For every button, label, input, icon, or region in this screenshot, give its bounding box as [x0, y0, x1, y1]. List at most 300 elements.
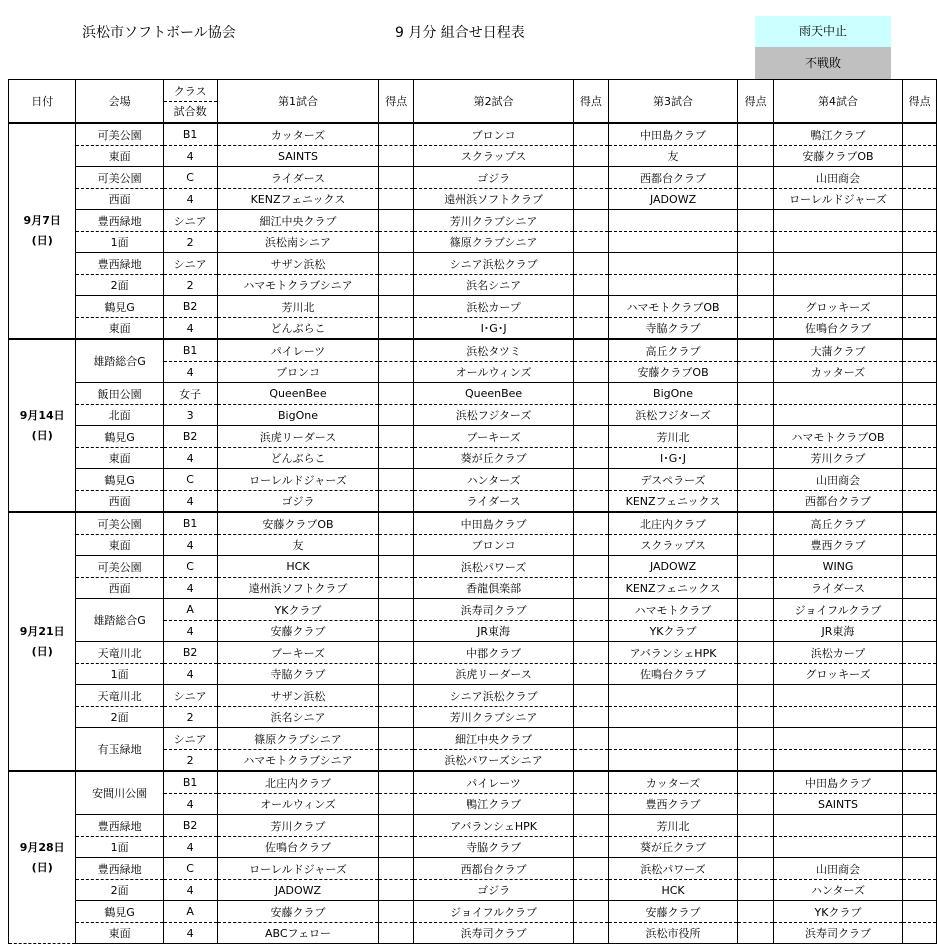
- score-cell: [903, 901, 937, 923]
- col-game2: 第2試合: [414, 80, 574, 124]
- venue-name: 安間川公園: [76, 771, 163, 815]
- team-cell: パイレーツ: [217, 339, 379, 362]
- score-cell: [738, 253, 773, 275]
- table-row: [9, 189, 937, 210]
- schedule-table: [8, 79, 937, 944]
- team-cell: 北庄内クラブ: [217, 771, 379, 794]
- score-cell: [738, 318, 773, 340]
- score-cell: [903, 405, 937, 426]
- table-row: [9, 275, 937, 296]
- score-cell: [738, 556, 773, 578]
- score-cell: [903, 685, 937, 707]
- score-cell: [574, 707, 609, 728]
- team-cell: BigOne: [608, 383, 738, 405]
- score-cell: [574, 685, 609, 707]
- table-row: [9, 642, 937, 664]
- table-row: [9, 383, 937, 405]
- class-cell: B1: [163, 771, 217, 794]
- team-cell: 浜松タツミ: [414, 339, 574, 362]
- table-row: [9, 146, 937, 167]
- team-cell: カッターズ: [608, 771, 738, 794]
- score-cell: [903, 146, 937, 167]
- score-cell: [738, 685, 773, 707]
- venue-name: 雄踏総合G: [76, 339, 163, 383]
- team-cell: ローレルドジャーズ: [773, 189, 902, 210]
- team-cell: 浜虎リーダース: [414, 664, 574, 685]
- venue-court: 西面: [76, 578, 163, 599]
- team-cell: ゴジラ: [414, 880, 574, 901]
- team-cell: [608, 210, 738, 232]
- team-cell: [773, 685, 902, 707]
- score-cell: [738, 383, 773, 405]
- score-cell: [903, 275, 937, 296]
- table-row: [9, 880, 937, 901]
- team-cell: 浜寿司クラブ: [414, 599, 574, 621]
- table-row: [9, 578, 937, 599]
- score-cell: [903, 556, 937, 578]
- team-cell: 芳川北: [217, 296, 379, 318]
- score-cell: [738, 621, 773, 642]
- score-cell: [738, 535, 773, 556]
- count-cell: 4: [163, 448, 217, 469]
- team-cell: ハマモトクラブ: [608, 599, 738, 621]
- team-cell: アバランシェHPK: [608, 642, 738, 664]
- score-cell: [738, 232, 773, 253]
- table-row: [9, 599, 937, 621]
- score-cell: [738, 858, 773, 880]
- score-cell: [379, 512, 414, 535]
- team-cell: 浜松パワーズシニア: [414, 750, 574, 772]
- score-cell: [903, 189, 937, 210]
- team-cell: 安藤クラブOB: [773, 146, 902, 167]
- team-cell: 芳川クラブシニア: [414, 707, 574, 728]
- team-cell: YKクラブ: [773, 901, 902, 923]
- team-cell: 西都台クラブ: [608, 167, 738, 189]
- score-cell: [379, 880, 414, 901]
- score-cell: [379, 707, 414, 728]
- venue-court: 東面: [76, 318, 163, 340]
- team-cell: [773, 210, 902, 232]
- team-cell: ハマモトクラブOB: [608, 296, 738, 318]
- team-cell: 中郡クラブ: [414, 642, 574, 664]
- count-cell: 3: [163, 405, 217, 426]
- class-cell: B1: [163, 123, 217, 146]
- score-cell: [379, 728, 414, 750]
- date-cell: [9, 339, 76, 512]
- score-cell: [903, 167, 937, 189]
- score-cell: [738, 189, 773, 210]
- score-cell: [574, 362, 609, 383]
- table-row: [9, 296, 937, 318]
- team-cell: 安藤クラブ: [608, 901, 738, 923]
- team-cell: I･G･J: [414, 318, 574, 340]
- count-cell: 4: [163, 837, 217, 858]
- class-cell: B1: [163, 512, 217, 535]
- score-cell: [903, 599, 937, 621]
- score-cell: [379, 275, 414, 296]
- class-cell: シニア: [163, 210, 217, 232]
- team-cell: 寺脇クラブ: [217, 664, 379, 685]
- table-row: [9, 232, 937, 253]
- team-cell: パイレーツ: [414, 771, 574, 794]
- team-cell: JR東海: [773, 621, 902, 642]
- team-cell: グロッキーズ: [773, 664, 902, 685]
- venue-court: 1面: [76, 837, 163, 858]
- team-cell: どんぶらこ: [217, 448, 379, 469]
- table-row: [9, 664, 937, 685]
- weekday-label: (日): [31, 860, 53, 874]
- team-cell: 佐鳴台クラブ: [608, 664, 738, 685]
- score-cell: [903, 383, 937, 405]
- team-cell: 細江中央クラブ: [217, 210, 379, 232]
- score-cell: [738, 664, 773, 685]
- table-row: [9, 167, 937, 189]
- table-row: [9, 469, 937, 491]
- team-cell: どんぶらこ: [217, 318, 379, 340]
- col-class: クラス: [164, 82, 217, 102]
- team-cell: 浜松フジターズ: [608, 405, 738, 426]
- count-cell: 4: [163, 578, 217, 599]
- score-cell: [574, 642, 609, 664]
- score-cell: [574, 253, 609, 275]
- team-cell: 安藤クラブ: [217, 901, 379, 923]
- count-cell: 4: [163, 880, 217, 901]
- team-cell: 遠州浜ソフトクラブ: [414, 189, 574, 210]
- score-cell: [379, 253, 414, 275]
- score-cell: [903, 750, 937, 772]
- team-cell: 浜寿司クラブ: [414, 923, 574, 944]
- date-label: 9月28日: [19, 840, 65, 854]
- count-cell: 2: [163, 750, 217, 772]
- venue-court: 北面: [76, 405, 163, 426]
- date-cell: [9, 771, 76, 944]
- score-cell: [379, 210, 414, 232]
- count-cell: 4: [163, 535, 217, 556]
- score-cell: [738, 275, 773, 296]
- team-cell: HCK: [217, 556, 379, 578]
- score-cell: [738, 426, 773, 448]
- score-cell: [738, 923, 773, 944]
- score-cell: [903, 339, 937, 362]
- score-cell: [738, 296, 773, 318]
- venue-name: 豊西緑地: [76, 858, 163, 880]
- table-row: [9, 901, 937, 923]
- score-cell: [574, 728, 609, 750]
- team-cell: [773, 275, 902, 296]
- table-row: [9, 426, 937, 448]
- count-cell: 4: [163, 923, 217, 944]
- team-cell: ゴジラ: [217, 491, 379, 513]
- score-cell: [574, 880, 609, 901]
- venue-court: 2面: [76, 275, 163, 296]
- date-cell: [9, 512, 76, 771]
- score-cell: [738, 405, 773, 426]
- col-score3: 得点: [738, 80, 773, 124]
- venue-court: 東面: [76, 448, 163, 469]
- score-cell: [574, 837, 609, 858]
- team-cell: オールウィンズ: [217, 794, 379, 815]
- team-cell: [773, 837, 902, 858]
- score-cell: [379, 167, 414, 189]
- team-cell: 浜虎リーダース: [217, 426, 379, 448]
- team-cell: 浜松フジターズ: [414, 405, 574, 426]
- score-cell: [903, 210, 937, 232]
- team-cell: 浜松パワーズ: [414, 556, 574, 578]
- team-cell: カッターズ: [773, 362, 902, 383]
- team-cell: JR東海: [414, 621, 574, 642]
- count-cell: 4: [163, 362, 217, 383]
- team-cell: [773, 232, 902, 253]
- score-cell: [903, 858, 937, 880]
- venue-name: 鶴見G: [76, 296, 163, 318]
- score-cell: [574, 578, 609, 599]
- score-cell: [379, 339, 414, 362]
- score-cell: [574, 167, 609, 189]
- score-cell: [903, 469, 937, 491]
- score-cell: [738, 167, 773, 189]
- score-cell: [574, 750, 609, 772]
- venue-name: 有玉緑地: [76, 728, 163, 772]
- team-cell: KENZフェニックス: [608, 578, 738, 599]
- score-cell: [379, 599, 414, 621]
- team-cell: 中田島クラブ: [773, 771, 902, 794]
- team-cell: ジョイフルクラブ: [773, 599, 902, 621]
- table-row: [9, 685, 937, 707]
- venue-name: 鶴見G: [76, 469, 163, 491]
- venue-name: 豊西緑地: [76, 815, 163, 837]
- venue-name: 鶴見G: [76, 426, 163, 448]
- venue-name: 可美公園: [76, 556, 163, 578]
- team-cell: JADOWZ: [217, 880, 379, 901]
- team-cell: 浜松市役所: [608, 923, 738, 944]
- venue-name: 鶴見G: [76, 901, 163, 923]
- team-cell: [773, 405, 902, 426]
- score-cell: [574, 383, 609, 405]
- score-cell: [738, 771, 773, 794]
- venue-name: 飯田公園: [76, 383, 163, 405]
- class-cell: A: [163, 599, 217, 621]
- score-cell: [379, 794, 414, 815]
- class-cell: C: [163, 556, 217, 578]
- score-cell: [574, 296, 609, 318]
- team-cell: 香龍倶楽部: [414, 578, 574, 599]
- table-row: [9, 728, 937, 750]
- score-cell: [903, 837, 937, 858]
- score-cell: [903, 426, 937, 448]
- team-cell: ハマモトクラブシニア: [217, 275, 379, 296]
- count-cell: 2: [163, 275, 217, 296]
- team-cell: [773, 253, 902, 275]
- team-cell: スクラップス: [608, 535, 738, 556]
- team-cell: 鴨江クラブ: [773, 123, 902, 146]
- team-cell: YKクラブ: [217, 599, 379, 621]
- team-cell: 高丘クラブ: [608, 339, 738, 362]
- team-cell: 寺脇クラブ: [414, 837, 574, 858]
- venue-court: 東面: [76, 535, 163, 556]
- score-cell: [903, 794, 937, 815]
- team-cell: 浜松パワーズ: [608, 858, 738, 880]
- table-row: [9, 123, 937, 146]
- team-cell: ハマモトクラブOB: [773, 426, 902, 448]
- score-cell: [574, 621, 609, 642]
- team-cell: 芳川北: [608, 426, 738, 448]
- score-cell: [903, 880, 937, 901]
- class-cell: C: [163, 469, 217, 491]
- table-row: [9, 253, 937, 275]
- legend-rain-cancel: 雨天中止: [755, 16, 891, 47]
- team-cell: 浜松南シニア: [217, 232, 379, 253]
- team-cell: 中田島クラブ: [414, 512, 574, 535]
- score-cell: [379, 664, 414, 685]
- team-cell: [608, 728, 738, 750]
- count-cell: 4: [163, 664, 217, 685]
- venue-court: 東面: [76, 146, 163, 167]
- score-cell: [738, 750, 773, 772]
- col-venue: 会場: [76, 80, 163, 124]
- score-cell: [738, 642, 773, 664]
- score-cell: [574, 318, 609, 340]
- score-cell: [903, 923, 937, 944]
- score-cell: [574, 599, 609, 621]
- score-cell: [379, 296, 414, 318]
- team-cell: 遠州浜ソフトクラブ: [217, 578, 379, 599]
- score-cell: [574, 189, 609, 210]
- score-cell: [738, 448, 773, 469]
- team-cell: ハンターズ: [414, 469, 574, 491]
- team-cell: 友: [608, 146, 738, 167]
- team-cell: 山田商会: [773, 167, 902, 189]
- team-cell: YKクラブ: [608, 621, 738, 642]
- table-row: [9, 512, 937, 535]
- venue-court: 1面: [76, 664, 163, 685]
- score-cell: [574, 448, 609, 469]
- team-cell: [608, 707, 738, 728]
- count-cell: 2: [163, 232, 217, 253]
- team-cell: [608, 750, 738, 772]
- score-cell: [903, 296, 937, 318]
- score-cell: [738, 491, 773, 513]
- score-cell: [574, 858, 609, 880]
- table-row: [9, 318, 937, 340]
- score-cell: [379, 318, 414, 340]
- count-cell: 4: [163, 318, 217, 340]
- table-row: [9, 405, 937, 426]
- team-cell: KENZフェニックス: [608, 491, 738, 513]
- weekday-label: (日): [31, 428, 53, 442]
- score-cell: [379, 923, 414, 944]
- team-cell: シニア浜松クラブ: [414, 685, 574, 707]
- class-cell: シニア: [163, 728, 217, 750]
- score-cell: [574, 232, 609, 253]
- venue-court: 1面: [76, 232, 163, 253]
- score-cell: [903, 123, 937, 146]
- team-cell: ローレルドジャーズ: [217, 858, 379, 880]
- team-cell: 浜寿司クラブ: [773, 923, 902, 944]
- team-cell: ハンターズ: [773, 880, 902, 901]
- team-cell: 友: [217, 535, 379, 556]
- score-cell: [574, 146, 609, 167]
- class-cell: B2: [163, 815, 217, 837]
- score-cell: [903, 728, 937, 750]
- table-row: [9, 339, 937, 362]
- date-label: 9月21日: [19, 624, 65, 638]
- table-row: [9, 707, 937, 728]
- team-cell: 細江中央クラブ: [414, 728, 574, 750]
- class-cell: シニア: [163, 253, 217, 275]
- col-date: 日付: [9, 80, 76, 124]
- score-cell: [379, 621, 414, 642]
- team-cell: 浜松カープ: [414, 296, 574, 318]
- venue-name: 豊西緑地: [76, 253, 163, 275]
- table-row: [9, 815, 937, 837]
- count-cell: 4: [163, 189, 217, 210]
- date-label: 9月14日: [19, 408, 65, 422]
- team-cell: 豊西クラブ: [773, 535, 902, 556]
- table-row: [9, 448, 937, 469]
- score-cell: [574, 491, 609, 513]
- score-cell: [574, 210, 609, 232]
- team-cell: [608, 275, 738, 296]
- page-title: 9 月分 組合せ日程表: [395, 25, 525, 41]
- table-row: [9, 858, 937, 880]
- class-cell: B2: [163, 642, 217, 664]
- score-cell: [574, 923, 609, 944]
- venue-court: 2面: [76, 707, 163, 728]
- score-cell: [574, 556, 609, 578]
- score-cell: [574, 535, 609, 556]
- venue-name: 天竜川北: [76, 685, 163, 707]
- team-cell: QueenBee: [414, 383, 574, 405]
- count-cell: 4: [163, 794, 217, 815]
- team-cell: ABCフェロー: [217, 923, 379, 944]
- team-cell: 安藤クラブ: [217, 621, 379, 642]
- team-cell: 芳川クラブ: [773, 448, 902, 469]
- score-cell: [379, 858, 414, 880]
- team-cell: 芳川クラブシニア: [414, 210, 574, 232]
- team-cell: WING: [773, 556, 902, 578]
- score-cell: [574, 123, 609, 146]
- score-cell: [903, 664, 937, 685]
- venue-court: 西面: [76, 491, 163, 513]
- score-cell: [574, 512, 609, 535]
- team-cell: 大蒲クラブ: [773, 339, 902, 362]
- team-cell: 中田島クラブ: [608, 123, 738, 146]
- date-cell: [9, 123, 76, 339]
- score-cell: [738, 146, 773, 167]
- score-cell: [379, 685, 414, 707]
- score-cell: [574, 664, 609, 685]
- table-row: [9, 535, 937, 556]
- score-cell: [574, 405, 609, 426]
- team-cell: 浜名シニア: [217, 707, 379, 728]
- class-cell: B2: [163, 296, 217, 318]
- team-cell: ゴジラ: [414, 167, 574, 189]
- col-game3: 第3試合: [608, 80, 738, 124]
- team-cell: I･G･J: [608, 448, 738, 469]
- team-cell: 浜名シニア: [414, 275, 574, 296]
- score-cell: [379, 189, 414, 210]
- team-cell: 安藤クラブOB: [608, 362, 738, 383]
- team-cell: ブーキーズ: [414, 426, 574, 448]
- score-cell: [379, 232, 414, 253]
- score-cell: [379, 426, 414, 448]
- score-cell: [903, 512, 937, 535]
- team-cell: ブロンコ: [414, 535, 574, 556]
- team-cell: 芳川クラブ: [217, 815, 379, 837]
- team-cell: BigOne: [217, 405, 379, 426]
- table-row: [9, 491, 937, 513]
- score-cell: [574, 815, 609, 837]
